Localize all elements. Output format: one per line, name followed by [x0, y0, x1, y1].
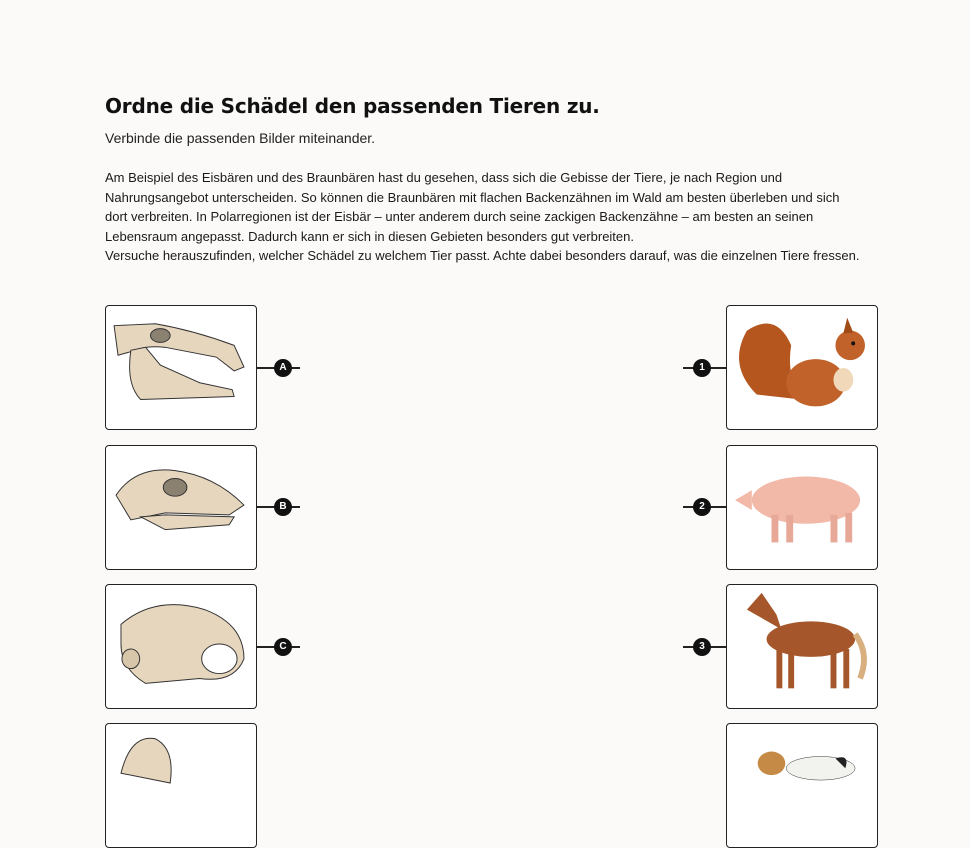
connection-point-b[interactable]: B	[274, 498, 292, 516]
horse-skull-image[interactable]	[105, 305, 257, 430]
instruction-paragraph: Versuche herauszufinden, welcher Schädel zu welchem Tier passt. Achte dabei besonders darauf, was die einzelnen Tiere fressen.	[105, 248, 860, 263]
subtitle: Verbinde die passenden Bilder miteinander.	[105, 130, 376, 146]
connection-point-3[interactable]: 3	[693, 638, 711, 656]
connection-point-2[interactable]: 2	[693, 498, 711, 516]
connection-point-1[interactable]: 1	[693, 359, 711, 377]
squirrel-image[interactable]	[726, 305, 878, 430]
dog-skull-image[interactable]	[105, 445, 257, 570]
horse-image[interactable]	[726, 584, 878, 709]
connection-point-a[interactable]: A	[274, 359, 292, 377]
connection-point-c[interactable]: C	[274, 638, 292, 656]
instruction-paragraph: Am Beispiel des Eisbären und des Braunbären hast du gesehen, dass sich die Gebisse der Tiere, je nach Region und Nahrungsangebot unterscheiden. So können die Braunbären mit flachen Backenzähnen im Wald am besten überleben und sich dort verbreiten. In Polarregionen ist der Eisbär – unter anderem durch seine zackigen Backenzähne – am besten an seinen Lebensraum angepasst. Dadurch kann er sich in diesen Gebieten besonders gut verbreiten.	[105, 170, 840, 244]
rodent-skull-image[interactable]	[105, 584, 257, 709]
pig-image[interactable]	[726, 445, 878, 570]
page-title: Ordne die Schädel den passenden Tieren zu.	[105, 94, 600, 118]
instructions	[105, 168, 865, 266]
pig-skull-image[interactable]	[105, 723, 257, 848]
dog-image[interactable]	[726, 723, 878, 848]
